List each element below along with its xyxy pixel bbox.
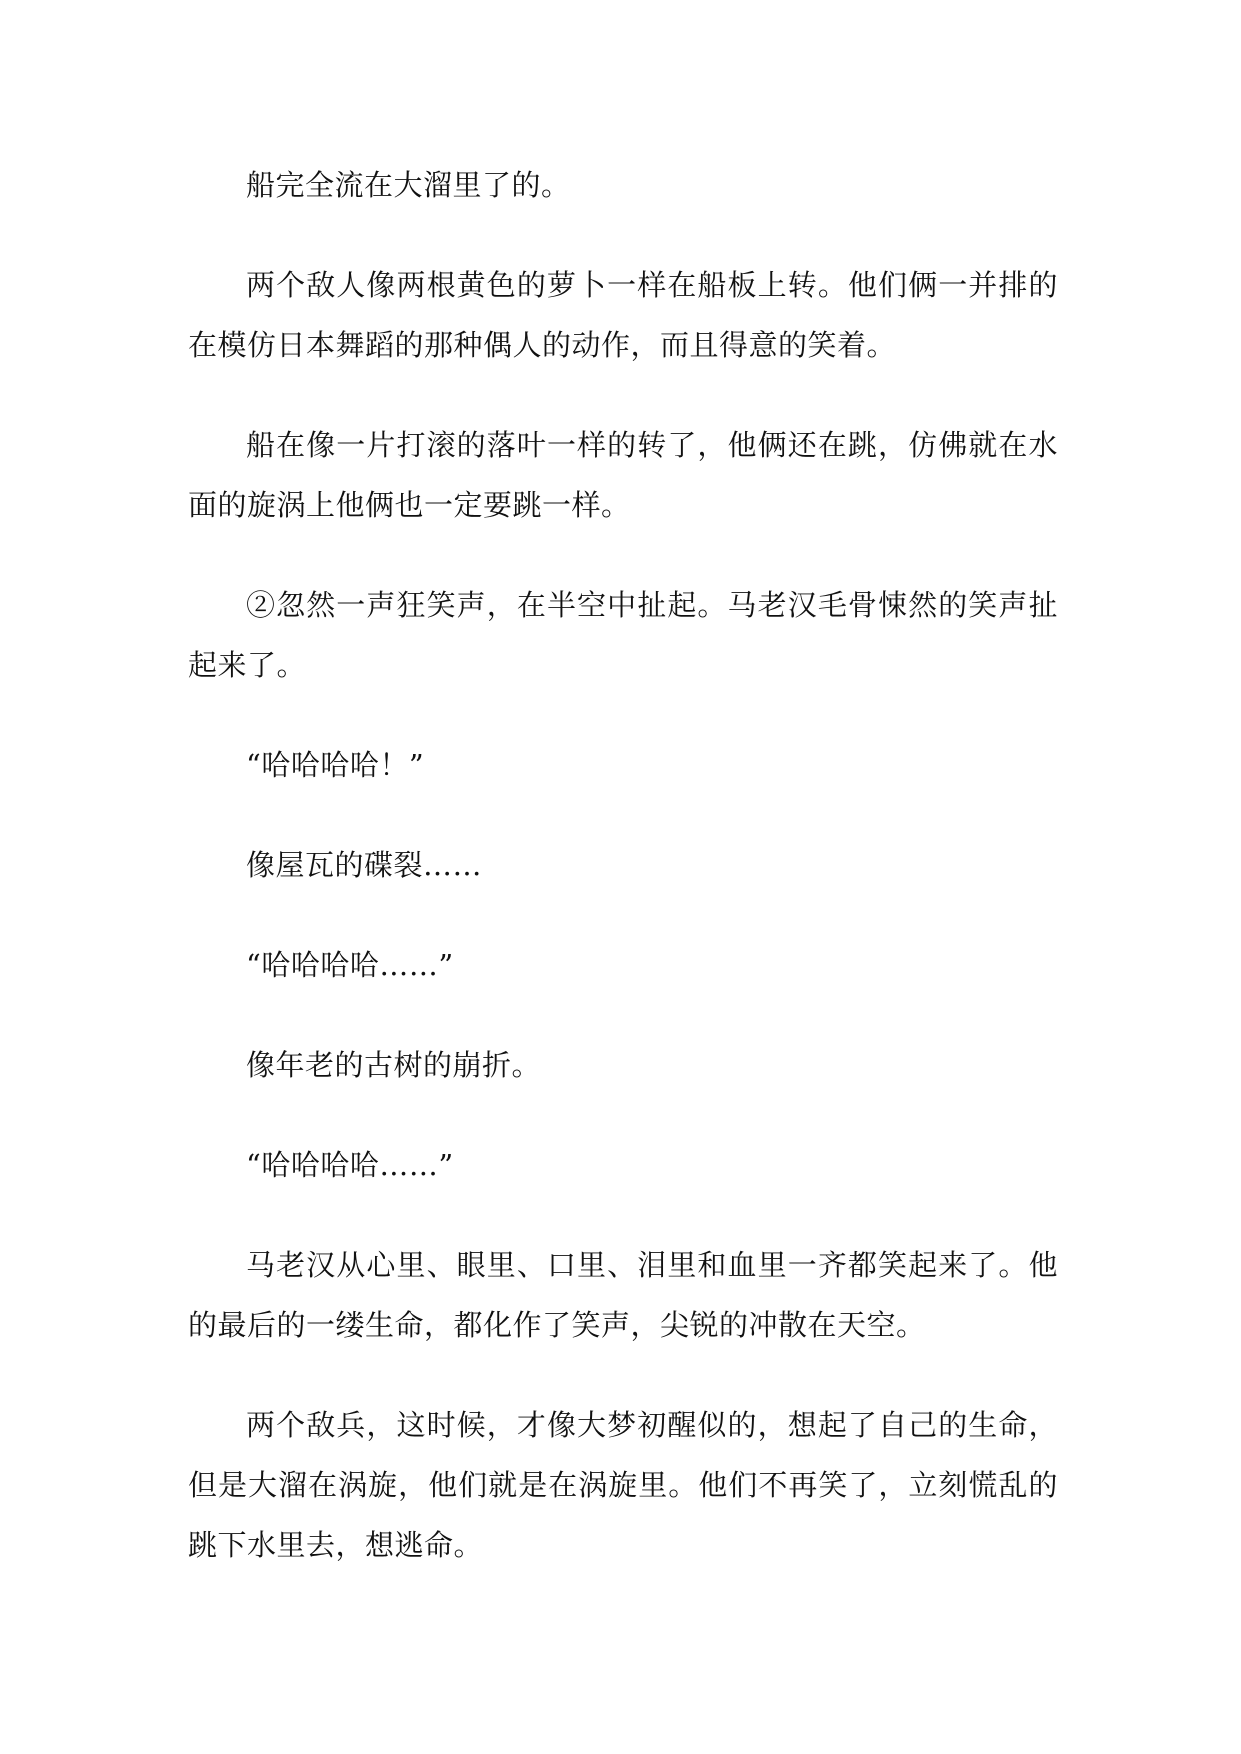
paragraph-7: “哈哈哈哈……” <box>246 948 454 982</box>
paragraph-3: 船在像一片打滚的落叶一样的转了，他俩还在跳，仿佛就在水面的旋涡上他俩也一定要跳一样。 <box>188 428 1058 522</box>
paragraph-11: 两个敌兵，这时候，才像大梦初醒似的，想起了自己的生命，但是大溜在涡旋，他们就是在涡旋里。他们不再笑了，立刻慌乱的跳下水里去，想逃命。 <box>188 1408 1058 1562</box>
paragraph-6: 像屋瓦的碟裂…… <box>246 848 483 882</box>
paragraph-5: “哈哈哈哈！” <box>246 748 425 782</box>
body-text <box>188 155 1058 1615</box>
paragraph-1: 船完全流在大溜里了的。 <box>246 168 571 202</box>
paragraph-4: ②忽然一声狂笑声，在半空中扯起。马老汉毛骨悚然的笑声扯起来了。 <box>188 588 1058 682</box>
paragraph-2: 两个敌人像两根黄色的萝卜一样在船板上转。他们俩一并排的在模仿日本舞蹈的那种偶人的动作，而且得意的笑着。 <box>188 268 1058 362</box>
paragraph-9: “哈哈哈哈……” <box>246 1148 454 1182</box>
paragraph-10: 马老汉从心里、眼里、口里、泪里和血里一齐都笑起来了。他的最后的一缕生命，都化作了笑声，尖锐的冲散在天空。 <box>188 1248 1058 1342</box>
paragraph-8: 像年老的古树的崩折。 <box>246 1048 542 1082</box>
